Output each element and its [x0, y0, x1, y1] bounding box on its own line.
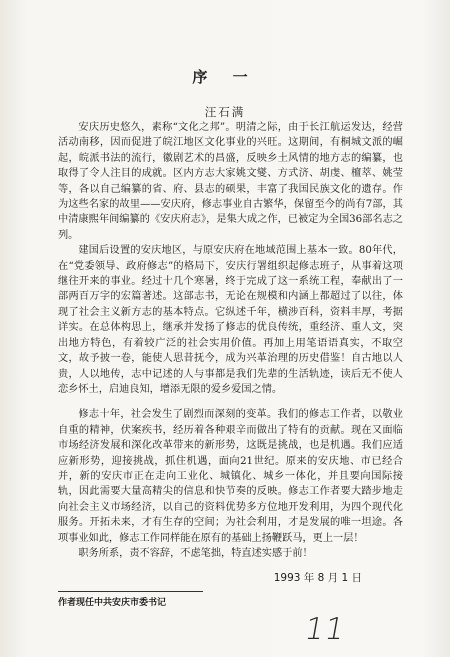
signature-date: 1993 年 8 月 1 日: [273, 572, 362, 584]
paragraph-3: 修志十年，社会发生了剧烈而深刻的变革。我们的修志工作者，以敬业自重的精神，伏案疾书，经历着各种艰辛而做出了特有的贡献。现在又面临市场经济发展和深化改革带来的新形势，这既是挑战，也是机遇。我们应适应新形势，迎接挑战，抓住机遇，面向21世纪。原来的安庆地、市已经合并，新的安庆市正在走向工业化、城镇化、城乡一体化，并且要向国际接轨，因此需要大量高精尖的信息和快节奏的反映。修志工作者要大踏步地走向社会主义市场经济，以自己的资料优势多方位地开发利用，为四个现代化服务。开拓未来，才有生存的空间；为社会利用，才是发展的唯一坦途。各项事业如此，修志工作同样能在原有的基础上扬鞭跃马，更上一层！: [58, 409, 403, 544]
paragraph-2: 建国后设置的安庆地区，与原安庆府在地域范围上基本一致。80年代，在“党委领导、政府修志”的格局下，安庆行署组织起修志班子，从事着这项继往开来的事业。经过十几个寒暑，终于完成了这一系统工程，奉献出了一部两百万字的宏篇著述。这部志书，无论在规模和内涵上都超过了以往，体现了社会主义新方志的基本特点。它纵述千年，横涉百科，资料丰厚，考据详实。在总体构思上，继承并发扬了修志的优良传统，重经济、重人文，突出地方特色，有着较广泛的社会实用价值。再加上用笔语语真实，不取空文，故予披一卷，能使人思昔抚今，成为兴革治理的历史借鉴！自古地以人贵，人以地传，志中记述的人与事都是我们先辈的生活轨迹，读后无不使人恋乡怀土，启迪良知，增添无限的爱乡爱国之情。: [58, 245, 403, 395]
preface-body: [58, 120, 403, 561]
footnote-divider: [58, 591, 203, 592]
preface-title: 序 一: [192, 68, 258, 86]
paragraph-4: 职务所系，责不容辞，不虑笔拙，特直述实感于前！: [78, 547, 313, 559]
paragraph-1: 安庆历史悠久，素称“文化之邦”。明清之际，由于长江航运发达，经营活动南移，因而促进了皖江地区文化事业的兴旺。这期间，有桐城文派的崛起，皖派书法的流行，徽剧艺术的昌盛，反映乡土风情的地方志的编纂，也取得了令人注目的成就。区内方志大家姚文燮、方式济、胡虔、檀萃、姚莹等，各以自己编纂的省、府、县志的硕果，丰富了我国民族文化的遗存。作为这些名家的故里——安庆府，修志事业自古繁华，保留至今的尚有7部，其中清康熙年间编纂的《安庆府志》，是集大成之作，已被定为全国36部名志之列。: [58, 122, 403, 241]
page-number: 11: [301, 612, 349, 647]
author-footnote: 作者现任中共安庆市委书记: [58, 598, 167, 608]
author-name: 汪石满: [204, 105, 246, 119]
